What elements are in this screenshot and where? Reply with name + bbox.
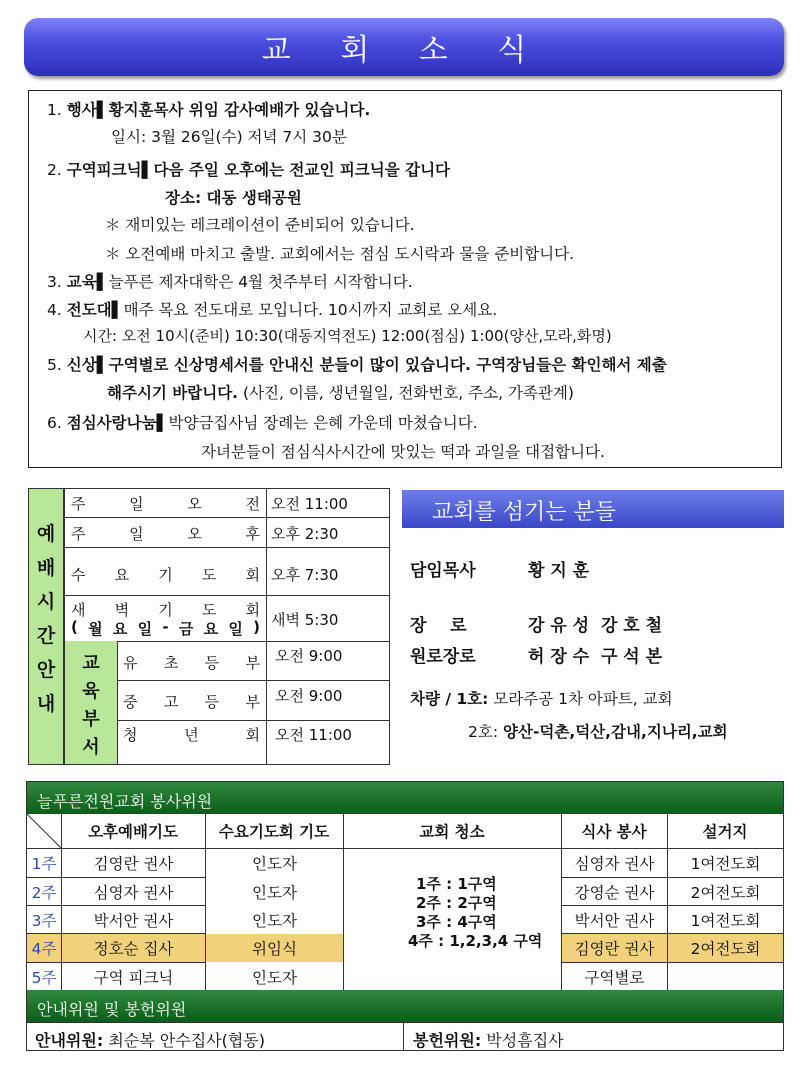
vehicle-line-1 [410,687,673,709]
guide-info [35,1028,265,1051]
week-label: 1주 [31,855,57,873]
pastor-label: 담임목사 [410,561,476,581]
worship-table [64,488,390,765]
senior-elder-names: 허 장 수 구 석 본 [528,647,663,667]
item-number: 1. [47,101,62,119]
guide-header [27,990,783,1022]
separator: ▌ [141,161,154,179]
worship-name [117,641,267,680]
name-char: 유 [123,654,138,672]
guide-title: 안내위원 및 봉헌위원 [37,1000,187,1019]
name-char: 새 [71,601,86,619]
meal-cell: 강영순 권사 [574,883,655,902]
meal-cell: 구역별로 [584,968,645,987]
name-char: 중 [123,693,138,711]
cleaning-line: 1주 : 1구역 [416,875,497,893]
prayer-pm-cell: 심영자 권사 [93,883,174,902]
prayer-wed-cell: 인도자 [252,855,297,873]
item-head: 행사 [66,101,97,119]
separator: ▌ [156,414,169,432]
guide-name: 최순복 안수집사(협동) [108,1031,266,1050]
header-prayer-pm: 오후예배기도 [88,823,178,841]
side-char: 시 [36,591,56,613]
item-text: 늘푸른 제자대학은 4월 첫주부터 시작합니다. [108,273,413,291]
cleaning-line: 3주 : 4구역 [416,913,497,931]
item-number: 3. [47,273,62,291]
edu-row [117,721,389,764]
name-char: 등 [204,654,220,672]
worship-row [65,548,389,596]
banner-title: 교 회 소 식 [261,33,547,68]
worship-name [117,681,267,720]
name-char: 오 [187,525,202,543]
side-char: 안 [36,659,56,681]
news-item-4-sub: 시간: 오전 10시(준비) 10:30(대동지역전도) 12:00(점심) 1:00(양산,모라,화명) [83,327,612,345]
name-char: 회 [245,726,260,744]
name-char: 벽 [114,601,130,619]
pastor-name: 황 지 훈 [528,561,590,581]
week-label: 3주 [31,911,57,930]
item-number: 2. [47,161,62,179]
side-char: 간 [36,625,56,647]
news-item-2 [47,158,450,180]
elder-names: 강 유 성 강 호 철 [528,616,663,636]
servants-title: 교회를 섬기는 분들 [432,500,617,525]
worship-name [65,596,267,641]
worship-row [65,596,389,642]
worship-row [65,489,389,518]
worship-times [28,488,390,765]
news-item-4 [47,298,497,320]
dishes-cell [668,963,783,990]
separator: ▌ [96,273,109,291]
worship-name [65,518,267,547]
name-char: 부 [245,693,260,711]
vehicle-route-2: 양산-덕촌,덕산,감내,지나리,교회 [503,723,728,741]
week-label: 4주 [27,934,61,962]
vehicle-line-2 [468,720,728,742]
dishes-cell: 1여전도회 [690,855,761,873]
dishes-cell: 1여전도회 [690,911,761,930]
edu-row [117,681,389,721]
news-item-6-sub: 자녀분들이 점심식사시간에 맛있는 떡과 과일을 대접합니다. [201,443,605,461]
week-label: 5주 [31,968,57,987]
item-head: 신상 [66,356,97,374]
vehicle2-label: 2호: [468,723,499,741]
name-char: 년 [184,726,199,744]
worship-time: 오전 9:00 [275,647,343,665]
name-char: 요 [112,620,128,638]
worship-time: 새벽 5:30 [271,611,339,629]
item-head: 구역피크닉 [66,161,142,179]
name-char: 도 [201,566,217,584]
offering-info [413,1028,564,1051]
corner-diagonal [27,814,61,848]
name-char: 월 [88,620,103,638]
item-text: 다음 주일 오후에는 전교인 피크닉을 갑니다 [153,161,451,179]
side-char: 배 [36,557,56,579]
volunteers-box [26,781,784,1051]
prayer-wed-cell: 인도자 [252,911,297,930]
name-char: 주 [71,525,86,543]
header-cleaning: 교회 청소 [419,823,485,841]
prayer-pm-cell: 김영란 권사 [93,855,174,873]
worship-time: 오전 9:00 [275,687,343,705]
elder-label: 장 로 [410,616,467,636]
cleaning-line: 4주 : 1,2,3,4 구역 [408,932,543,950]
name-char: ( [71,618,78,636]
name-char: 수 [71,566,86,584]
news-item-3 [47,270,413,292]
name-char: 청 [123,726,138,744]
prayer-pm-cell: 정호순 집사 [62,934,205,962]
name-char: 회 [245,566,260,584]
edu-char: 교 [82,653,100,674]
separator: ▌ [96,356,109,374]
senior-elder-label: 원로장로 [410,647,476,667]
name-char: 전 [245,495,260,513]
meal-cell: 김영란 권사 [562,934,667,962]
prayer-wed-cell: 위임식 [206,934,343,962]
vehicle-route-1: 모라주공 1차 아파트, 교회 [493,690,673,708]
name-char: 주 [71,495,86,513]
news-box [28,90,782,468]
edu-char: 육 [82,681,100,702]
edu-char: 부 [82,709,100,730]
meal-cell: 심영자 권사 [574,855,655,873]
separator: ▌ [111,301,124,319]
item-text: 구역별로 신상명세서를 안내신 분들이 많이 있습니다. 구역장님들은 확인해서 제출 [108,356,667,374]
item-head: 전도대 [66,301,112,319]
item-number: 5. [47,356,62,374]
worship-name [65,548,267,595]
item-text-detail: (사진, 이름, 생년월일, 전화번호, 주소, 가족관계) [243,384,574,402]
week-label: 2주 [31,883,57,902]
worship-row [65,518,389,548]
side-char: 내 [36,693,56,715]
news-item-1-sub: 일시: 3월 26일(수) 저녁 7시 30분 [111,128,347,146]
header-meal: 식사 봉사 [581,823,647,841]
prayer-pm-cell: 구역 피크닉 [93,968,174,987]
worship-time: 오전 11:00 [271,495,348,513]
name-char: 일 [129,525,144,543]
name-char: 고 [163,693,179,711]
news-banner [24,18,784,76]
item-text: 박양금집사님 장례는 은혜 가운데 마쳤습니다. [168,414,478,432]
side-char: 예 [36,523,56,545]
header-dishes: 설거지 [702,823,748,841]
name-char: 일 [228,620,243,638]
worship-time: 오전 11:00 [275,726,352,744]
worship-time: 오후 7:30 [271,566,339,584]
item-text-cont: 해주시기 바랍니다. [107,384,239,402]
name-char: 오 [187,495,202,513]
prayer-pm-cell: 박서안 권사 [93,911,174,930]
volunteers-header [27,782,783,814]
vehicle-label: 차량 / 1호: [410,690,489,708]
name-char: 일 [129,495,144,513]
worship-name [117,721,267,764]
item-number: 4. [47,301,62,319]
worship-name [65,489,267,517]
volunteers-table [27,814,783,990]
name-char: - [162,618,169,636]
news-item-2-note2: ＊ 오전예배 마치고 출발. 교회에서는 점심 도시락과 물을 준비합니다. [105,245,575,263]
item-number: 6. [47,414,62,432]
news-item-6 [47,411,478,433]
dishes-cell: 2여전도회 [690,883,761,902]
cleaning-line: 2주 : 2구역 [416,894,497,912]
name-char: 후 [245,525,260,543]
cleaning-cell [344,849,561,990]
name-char: 금 [178,620,194,638]
offering-label: 봉헌위원: [413,1031,482,1050]
volunteers-title: 늘푸른전원교회 봉사위원 [37,792,213,811]
prayer-wed-cell: 인도자 [252,968,297,987]
edu-char: 서 [82,737,100,758]
offering-name: 박성흠집사 [486,1031,564,1050]
name-char: 일 [137,620,153,638]
item-head: 점심사랑나눔 [66,414,157,432]
meal-cell: 박서안 권사 [574,911,655,930]
guide-row [27,1022,783,1051]
servants-header [402,490,784,528]
guide-label: 안내위원: [35,1031,104,1050]
news-item-2-place: 장소: 대동 생태공원 [165,189,302,207]
name-char: ) [253,618,260,636]
item-text: 황지훈목사 위임 감사예배가 있습니다. [108,101,371,119]
news-item-2-note1: ＊ 재미있는 레크레이션이 준비되어 있습니다. [105,216,415,234]
separator: ▌ [96,101,109,119]
worship-side-label [28,488,64,765]
worship-time: 오후 2:30 [271,525,339,543]
name-char: 요 [203,620,219,638]
news-item-5-cont [107,381,574,403]
news-item-1 [47,98,370,120]
name-char: 부 [245,654,260,672]
name-char: 요 [114,566,130,584]
name-char: 기 [158,601,173,619]
name-char: 등 [204,693,220,711]
education-label [65,641,118,764]
prayer-wed-cell: 인도자 [252,883,297,902]
edu-row [117,641,389,681]
item-text: 매주 목요 전도대로 모입니다. 10시까지 교회로 오세요. [123,301,498,319]
name-char: 초 [163,654,179,672]
name-char: 기 [158,566,173,584]
name-char: 도 [201,601,217,619]
item-head: 교육 [66,273,97,291]
news-item-5 [47,353,667,375]
dishes-cell: 2여전도회 [668,934,783,962]
name-char: 회 [245,601,260,619]
header-prayer-wed: 수요기도회 기도 [218,823,330,841]
